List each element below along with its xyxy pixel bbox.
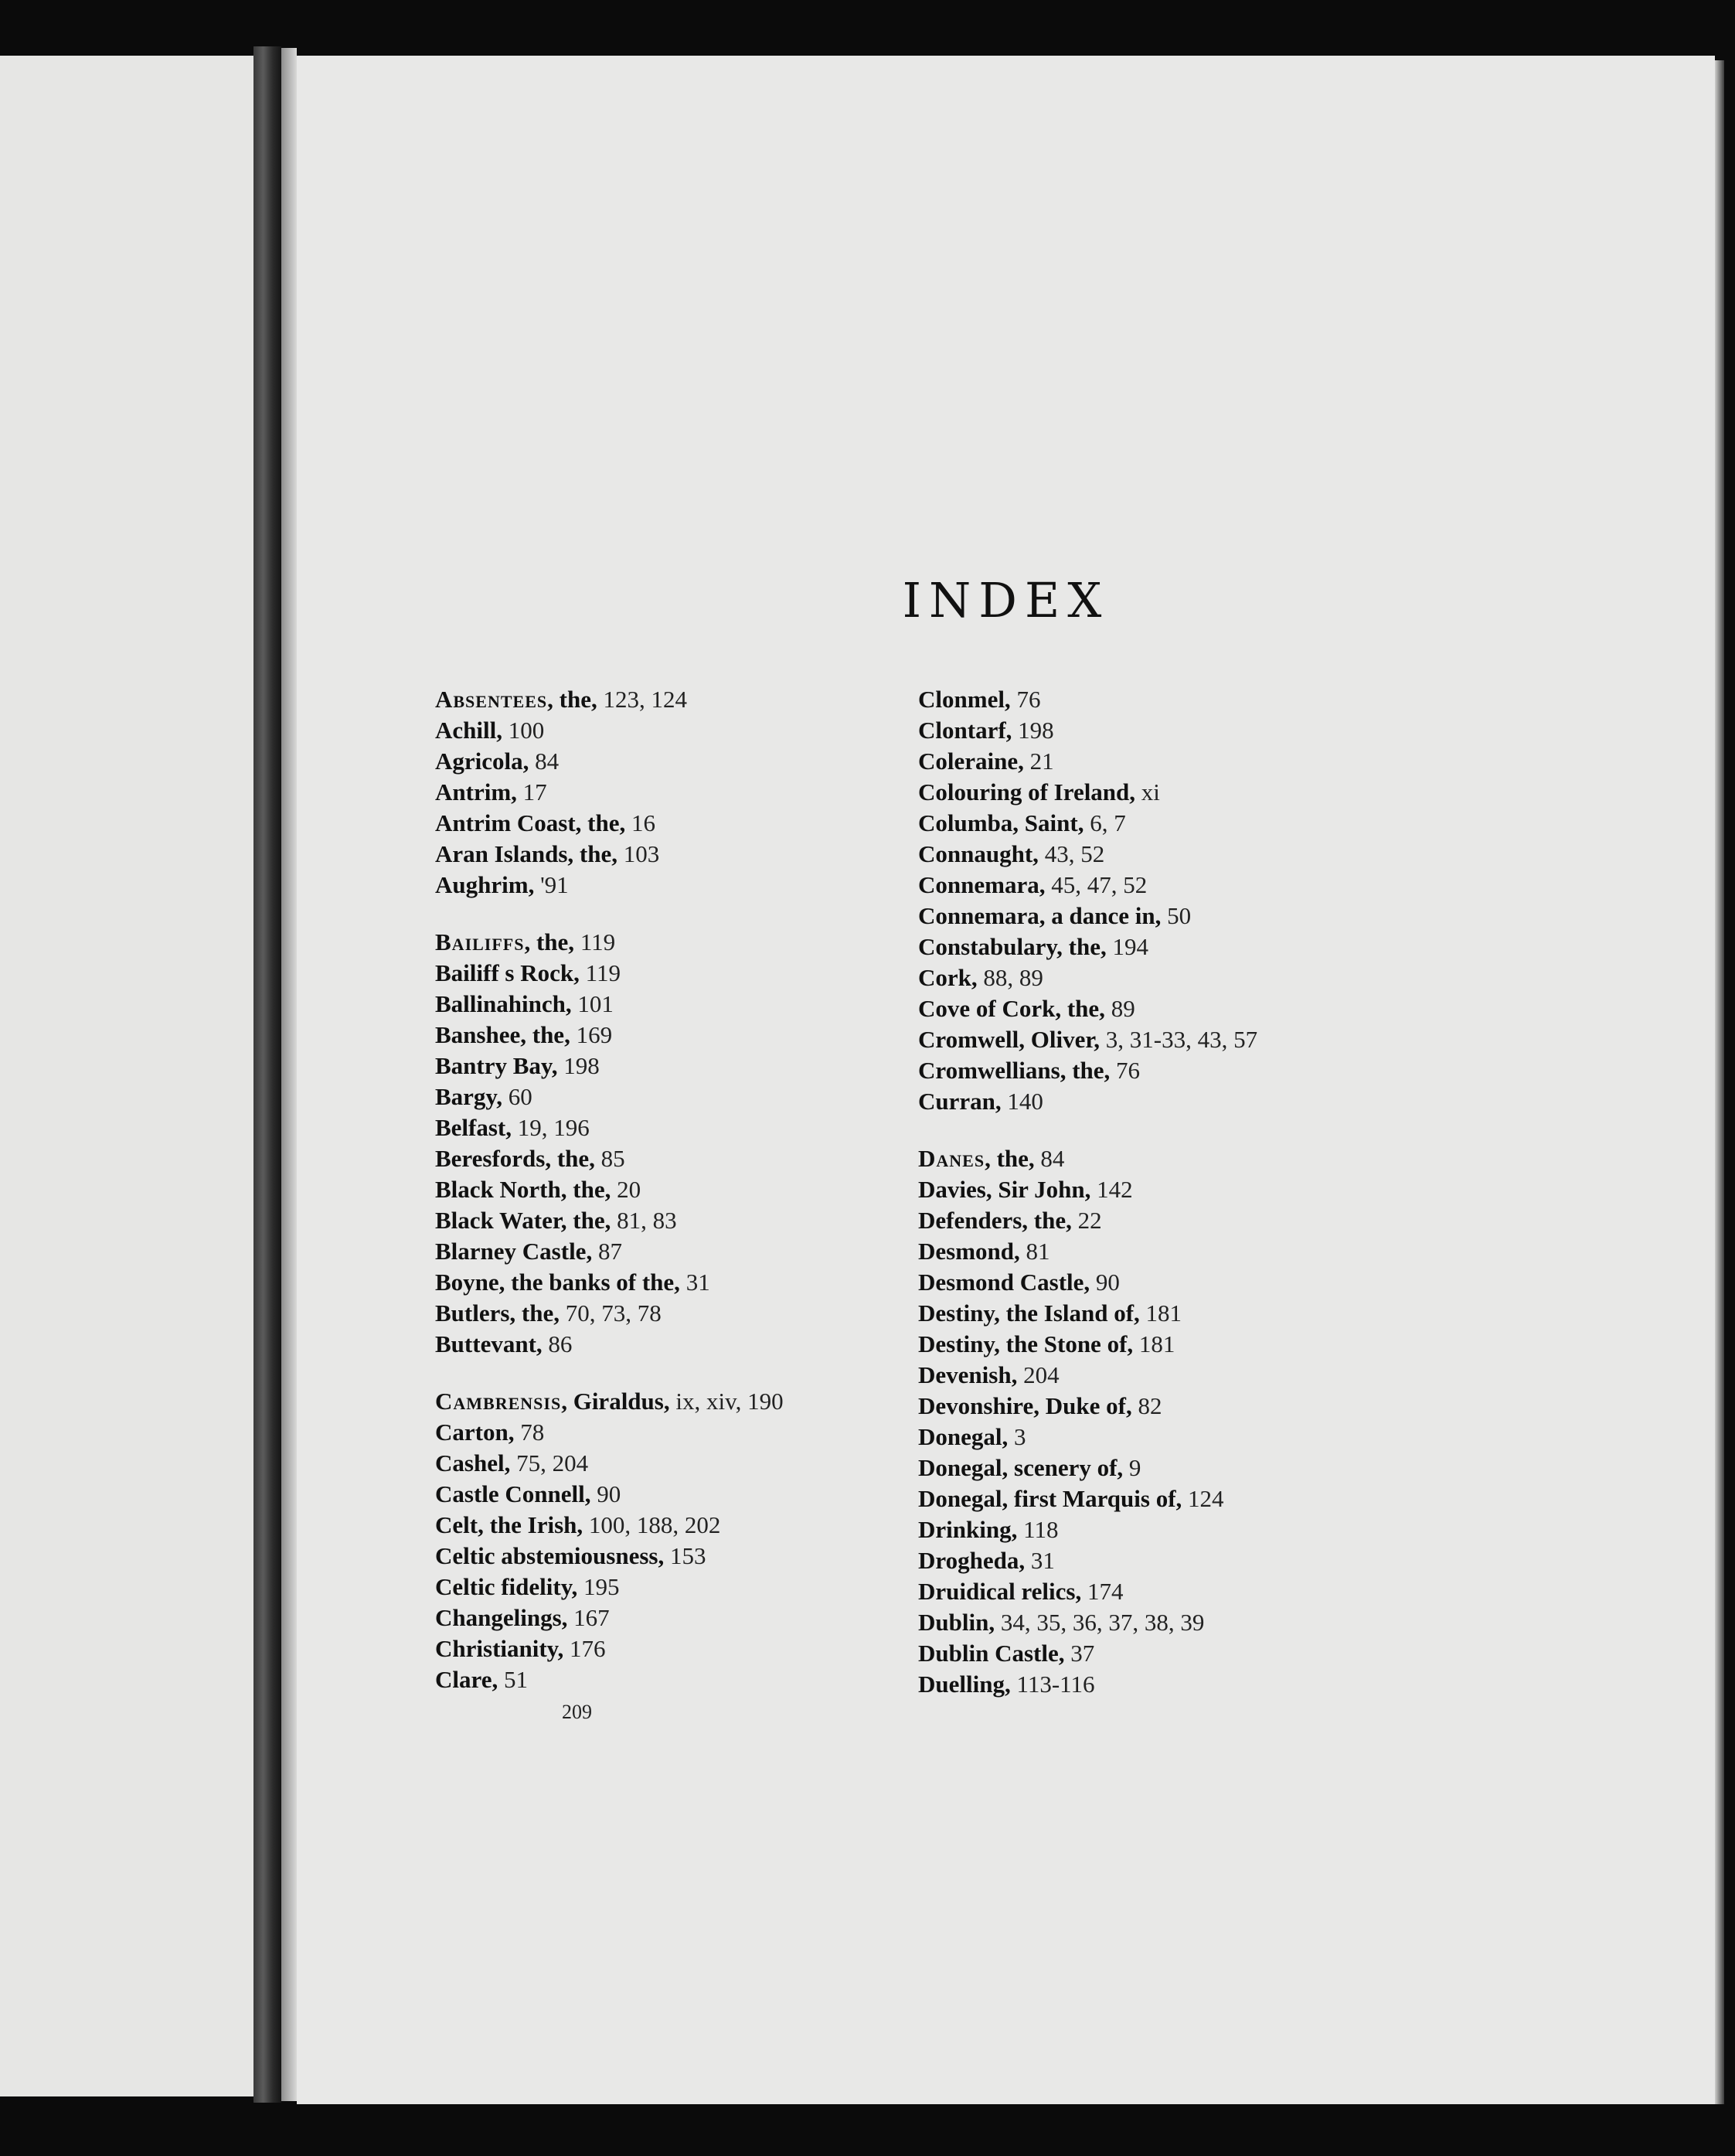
- index-entry-pages: 204: [1017, 1361, 1060, 1388]
- index-entry: [435, 1298, 992, 1329]
- index-entry: [918, 870, 1475, 901]
- index-entry: [918, 962, 1475, 993]
- index-entry-pages: 167: [567, 1604, 610, 1631]
- index-entry: [918, 684, 1475, 715]
- index-entry: [435, 684, 992, 715]
- index-entry-pages: 101: [571, 990, 614, 1017]
- index-entry-term: Bailiff s Rock,: [435, 959, 580, 986]
- index-entry: [918, 715, 1475, 746]
- index-entry-pages: 86: [542, 1330, 573, 1357]
- index-entry-pages: 181: [1139, 1299, 1182, 1327]
- index-entry-pages: 82: [1131, 1392, 1162, 1419]
- index-entry-pages: 37: [1064, 1640, 1095, 1667]
- index-entry: [435, 1572, 992, 1603]
- index-entry-term: Connemara,: [918, 871, 1046, 898]
- index-entry: [918, 1055, 1475, 1086]
- index-entry-term: Colouring of Ireland,: [918, 778, 1136, 806]
- index-letter-group: [435, 684, 992, 901]
- index-entry-pages: 34, 35, 36, 37, 38, 39: [995, 1609, 1205, 1636]
- index-entry-term: Agricola,: [435, 748, 529, 775]
- index-entry: [435, 1603, 992, 1633]
- index-entry-pages: 81: [1019, 1238, 1050, 1265]
- index-entry-lead: Danes: [918, 1145, 985, 1172]
- index-entry: [435, 1236, 992, 1267]
- index-entry-term: Black North, the,: [435, 1176, 611, 1203]
- index-entry-term: Devonshire, Duke of,: [918, 1392, 1132, 1419]
- index-entry: [918, 1360, 1475, 1391]
- index-entry-term: , the,: [985, 1145, 1035, 1172]
- index-entry-pages: 113-116: [1010, 1671, 1095, 1698]
- index-entry-pages: 43, 52: [1038, 840, 1105, 867]
- index-entry-term: Butlers, the,: [435, 1299, 560, 1327]
- index-entry-lead: Cambrensis: [435, 1388, 562, 1415]
- index-entry-term: , the,: [524, 928, 575, 955]
- index-entry-term: Defenders, the,: [918, 1207, 1072, 1234]
- index-entry-pages: 76: [1010, 686, 1041, 713]
- index-entry-pages: 174: [1081, 1578, 1124, 1605]
- index-entry-term: Castle Connell,: [435, 1480, 591, 1507]
- index-entry: [435, 715, 992, 746]
- index-entry-pages: 60: [502, 1083, 532, 1110]
- index-entry-pages: 123, 124: [597, 686, 687, 713]
- index-entry-term: Celt, the Irish,: [435, 1511, 583, 1538]
- index-entry-pages: 16: [625, 809, 655, 836]
- index-entry-pages: 45, 47, 52: [1045, 871, 1148, 898]
- index-entry-pages: 70, 73, 78: [560, 1299, 662, 1327]
- index-entry-pages: 31: [679, 1269, 710, 1296]
- index-entry: [918, 993, 1475, 1024]
- index-entry: [918, 1607, 1475, 1638]
- index-entry: [918, 1205, 1475, 1236]
- book-spine: [253, 46, 281, 2103]
- index-entry: [435, 927, 992, 958]
- index-entry: [918, 1143, 1475, 1174]
- index-entry-term: , the,: [547, 686, 597, 713]
- index-entry-lead: Absentees: [435, 686, 548, 713]
- index-entry-pages: 90: [1090, 1269, 1120, 1296]
- index-entry: [435, 958, 992, 989]
- index-entry: [918, 1329, 1475, 1360]
- index-entry: [435, 1479, 992, 1510]
- index-entry-pages: 88, 89: [977, 964, 1043, 991]
- index-letter-group: [435, 927, 992, 1360]
- index-entry-pages: 142: [1090, 1176, 1133, 1203]
- index-letter-group: [918, 684, 1475, 1117]
- index-entry-term: Boyne, the banks of the,: [435, 1269, 680, 1296]
- index-entry-pages: 176: [563, 1635, 606, 1662]
- index-entry-pages: 51: [498, 1666, 528, 1693]
- index-entry-term: Black Water, the,: [435, 1207, 611, 1234]
- index-entry-term: Columba, Saint,: [918, 809, 1084, 836]
- index-entry: [435, 1051, 992, 1081]
- index-entry-pages: 50: [1161, 902, 1192, 929]
- index-entry-pages: 85: [594, 1145, 625, 1172]
- index-entry-term: Cromwell, Oliver,: [918, 1026, 1101, 1053]
- index-entry: [435, 989, 992, 1020]
- index-entry: [435, 839, 992, 870]
- index-entry: [918, 839, 1475, 870]
- index-entry-term: Donegal,: [918, 1423, 1009, 1450]
- index-entry-pages: 76: [1110, 1057, 1141, 1084]
- index-entry-term: Donegal, scenery of,: [918, 1454, 1124, 1481]
- index-entry-term: Davies, Sir John,: [918, 1176, 1091, 1203]
- index-entry: [435, 870, 992, 901]
- index-entry-pages: 198: [1012, 717, 1054, 744]
- index-entry: [918, 1483, 1475, 1514]
- index-entry: [918, 1236, 1475, 1267]
- index-column-left: [435, 684, 992, 1722]
- index-entry: [918, 1514, 1475, 1545]
- index-entry-term: Constabulary, the,: [918, 933, 1107, 960]
- index-entry: [918, 1669, 1475, 1700]
- index-entry-pages: 22: [1071, 1207, 1102, 1234]
- index-entry: [435, 777, 992, 808]
- index-entry-term: Clare,: [435, 1666, 498, 1693]
- index-entry: [435, 1267, 992, 1298]
- index-entry-pages: 118: [1017, 1516, 1059, 1543]
- index-entry-term: Destiny, the Island of,: [918, 1299, 1140, 1327]
- index-entry-term: Beresfords, the,: [435, 1145, 595, 1172]
- index-entry: [435, 1329, 992, 1360]
- index-entry: [435, 1510, 992, 1541]
- index-entry-pages: 3, 31-33, 43, 57: [1100, 1026, 1258, 1053]
- index-letter-group: [435, 1386, 992, 1695]
- left-page-edge: [0, 56, 263, 2096]
- index-entry-term: Blarney Castle,: [435, 1238, 593, 1265]
- index-entry-term: Drogheda,: [918, 1547, 1026, 1574]
- index-entry-term: Connemara, a dance in,: [918, 902, 1162, 929]
- index-entry-pages: xi: [1135, 778, 1160, 806]
- index-entry-term: Desmond,: [918, 1238, 1020, 1265]
- index-entry-term: Ballinahinch,: [435, 990, 572, 1017]
- index-entry-pages: 78: [514, 1419, 545, 1446]
- index-entry: [918, 777, 1475, 808]
- index-entry: [435, 1205, 992, 1236]
- index-entry-pages: 21: [1023, 748, 1054, 775]
- index-entry: [918, 1391, 1475, 1422]
- index-entry-term: Cashel,: [435, 1449, 511, 1477]
- index-entry-pages: ix, xiv, 190: [669, 1388, 784, 1415]
- index-entry-pages: 19, 196: [512, 1114, 590, 1141]
- index-entry-pages: 100: [502, 717, 545, 744]
- index-entry-term: Christianity,: [435, 1635, 564, 1662]
- index-entry: [918, 1638, 1475, 1669]
- index-entry: [435, 1633, 992, 1664]
- index-entry: [435, 1081, 992, 1112]
- page-right-edge: [1715, 60, 1724, 2104]
- index-entry-term: Clonmel,: [918, 686, 1011, 713]
- index-entry: [918, 1453, 1475, 1483]
- index-entry-term: Bantry Bay,: [435, 1052, 558, 1079]
- index-entry-pages: 194: [1106, 933, 1148, 960]
- index-entry: [918, 746, 1475, 777]
- index-entry-pages: '91: [534, 871, 569, 898]
- index-entry: [435, 1386, 992, 1417]
- index-entry-term: Celtic abstemiousness,: [435, 1542, 665, 1569]
- index-entry-term: Changelings,: [435, 1604, 568, 1631]
- index-entry: [435, 1143, 992, 1174]
- index-letter-group: [918, 1143, 1475, 1700]
- index-entry: [918, 808, 1475, 839]
- index-entry-term: Bargy,: [435, 1083, 502, 1110]
- index-entry: [435, 808, 992, 839]
- index-entry-term: Aran Islands, the,: [435, 840, 617, 867]
- index-entry-lead: Bailiffs: [435, 928, 525, 955]
- index-entry-pages: 119: [574, 928, 616, 955]
- index-entry: [918, 1174, 1475, 1205]
- index-entry: [435, 1664, 992, 1695]
- index-entry-pages: 198: [557, 1052, 600, 1079]
- index-entry-pages: 195: [577, 1573, 620, 1600]
- index-entry-pages: 9: [1123, 1454, 1141, 1481]
- index-entry-pages: 100, 188, 202: [583, 1511, 721, 1538]
- index-entry-term: Belfast,: [435, 1114, 512, 1141]
- index-entry-term: Curran,: [918, 1088, 1002, 1115]
- index-entry-pages: 6, 7: [1084, 809, 1126, 836]
- index-entry-pages: 84: [1034, 1145, 1065, 1172]
- index-entry: [918, 1086, 1475, 1117]
- index-entry: [435, 1417, 992, 1448]
- index-entry-pages: 103: [617, 840, 660, 867]
- index-entry-pages: 84: [529, 748, 560, 775]
- index-entry: [918, 1267, 1475, 1298]
- index-entry: [918, 901, 1475, 932]
- index-entry-term: Connaught,: [918, 840, 1039, 867]
- index-entry-pages: 140: [1001, 1088, 1043, 1115]
- index-entry: [435, 746, 992, 777]
- index-entry: [918, 1422, 1475, 1453]
- index-entry-pages: 81, 83: [611, 1207, 677, 1234]
- index-entry-term: , Giraldus,: [561, 1388, 670, 1415]
- index-entry-pages: 169: [570, 1021, 613, 1048]
- page-number: 209: [562, 1701, 592, 1723]
- index-entry-term: Cove of Cork, the,: [918, 995, 1105, 1022]
- index-entry-term: Celtic fidelity,: [435, 1573, 578, 1600]
- index-entry: [435, 1541, 992, 1572]
- index-entry: [918, 1024, 1475, 1055]
- index-entry-pages: 3: [1008, 1423, 1026, 1450]
- page-title: INDEX: [902, 572, 1110, 628]
- index-entry-term: Destiny, the Stone of,: [918, 1330, 1134, 1357]
- index-entry-term: Dublin,: [918, 1609, 995, 1636]
- index-entry-term: Desmond Castle,: [918, 1269, 1090, 1296]
- index-entry-term: Coleraine,: [918, 748, 1024, 775]
- index-entry-pages: 20: [611, 1176, 641, 1203]
- index-entry: [435, 1174, 992, 1205]
- index-entry-term: Druidical relics,: [918, 1578, 1082, 1605]
- index-entry-pages: 89: [1104, 995, 1135, 1022]
- index-entry-pages: 181: [1133, 1330, 1175, 1357]
- index-entry: [918, 1545, 1475, 1576]
- index-column-right: [918, 684, 1475, 1726]
- index-entry-pages: 17: [516, 778, 547, 806]
- index-entry-pages: 90: [590, 1480, 621, 1507]
- index-entry-term: Antrim,: [435, 778, 517, 806]
- index-entry-term: Achill,: [435, 717, 502, 744]
- index-entry-pages: 153: [664, 1542, 706, 1569]
- index-entry-term: Donegal, first Marquis of,: [918, 1485, 1182, 1512]
- index-entry: [435, 1020, 992, 1051]
- index-entry: [435, 1448, 992, 1479]
- index-entry-pages: 87: [592, 1238, 622, 1265]
- index-entry-term: Buttevant,: [435, 1330, 543, 1357]
- index-entry: [918, 932, 1475, 962]
- index-entry: [435, 1112, 992, 1143]
- index-entry-pages: 124: [1182, 1485, 1224, 1512]
- index-entry-pages: 119: [579, 959, 621, 986]
- index-entry-term: Cromwellians, the,: [918, 1057, 1111, 1084]
- index-entry-pages: 31: [1025, 1547, 1055, 1574]
- index-entry-term: Banshee, the,: [435, 1021, 570, 1048]
- index-entry-term: Drinking,: [918, 1516, 1018, 1543]
- index-entry-term: Devenish,: [918, 1361, 1018, 1388]
- index-entry: [918, 1576, 1475, 1607]
- gutter-shadow: [281, 48, 297, 2101]
- index-entry-term: Clontarf,: [918, 717, 1012, 744]
- index-entry-term: Aughrim,: [435, 871, 535, 898]
- index-entry-term: Cork,: [918, 964, 978, 991]
- index-entry: [918, 1298, 1475, 1329]
- index-entry-term: Dublin Castle,: [918, 1640, 1065, 1667]
- index-entry-term: Antrim Coast, the,: [435, 809, 626, 836]
- index-entry-pages: 75, 204: [510, 1449, 589, 1477]
- index-entry-term: Duelling,: [918, 1671, 1011, 1698]
- index-entry-term: Carton,: [435, 1419, 515, 1446]
